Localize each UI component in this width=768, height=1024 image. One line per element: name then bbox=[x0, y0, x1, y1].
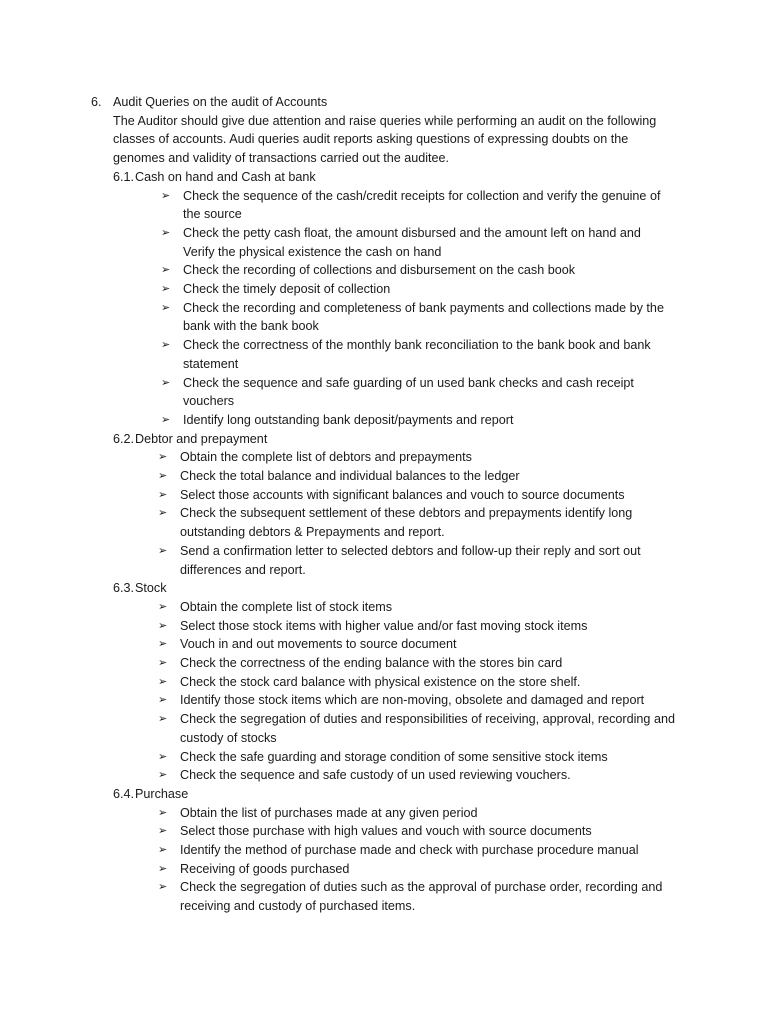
list-item-text: Check the correctness of the monthly bank reconciliation to the bank book and bank bbox=[183, 338, 651, 353]
section-title: Audit Queries on the audit of Accounts bbox=[113, 95, 328, 109]
subsection-number: 6.4. bbox=[113, 786, 135, 801]
bullet-arrow-icon: ➢ bbox=[158, 750, 168, 763]
list-item-text: Check the stock card balance with physical existence on the store shelf. bbox=[180, 674, 581, 689]
bullet-arrow-icon: ➢ bbox=[158, 600, 168, 613]
list-item-text: Check the petty cash float, the amount disbursed and the amount left on hand and bbox=[183, 225, 641, 240]
section-number: 6. bbox=[91, 95, 102, 109]
bullet-arrow-icon: ➢ bbox=[158, 470, 168, 482]
bullet-arrow-icon: ➢ bbox=[158, 657, 168, 669]
subsection-title: Cash on hand and Cash at bank bbox=[135, 169, 316, 184]
bullet-arrow-icon: ➢ bbox=[158, 862, 168, 875]
bullet-arrow-icon: ➢ bbox=[161, 376, 171, 389]
list-item-text: Check the recording and completeness of bank payments and collections made by the bbox=[183, 300, 664, 315]
list-item-text: Check the subsequent settlement of these debtors and prepayments identify long bbox=[180, 506, 633, 521]
subsection-title: Debtor and prepayment bbox=[135, 431, 268, 446]
list-item-text: receiving and custody of purchased items. bbox=[180, 899, 416, 914]
bullet-arrow-icon: ➢ bbox=[161, 283, 171, 295]
list-item-text: Check the sequence and safe guarding of un used bank checks and cash receipt bbox=[183, 375, 634, 390]
list-item-text: outstanding debtors & Prepayments and report. bbox=[180, 525, 445, 540]
list-item-text: vouchers bbox=[183, 394, 235, 409]
list-item-text: Check the correctness of the ending balance with the stores bin card bbox=[180, 656, 563, 670]
bullet-arrow-icon: ➢ bbox=[161, 189, 171, 202]
bullet-arrow-icon: ➢ bbox=[161, 264, 171, 277]
list-item-text: bank with the bank book bbox=[183, 319, 319, 334]
bullet-arrow-icon: ➢ bbox=[158, 825, 168, 838]
list-item-text: Obtain the list of purchases made at any given period bbox=[180, 805, 478, 820]
bullet-arrow-icon: ➢ bbox=[161, 339, 171, 352]
list-item-text: Select those accounts with significant balances and vouch to source documents bbox=[180, 487, 625, 502]
list-item-text: Select those stock items with higher value and/or fast moving stock items bbox=[180, 618, 588, 633]
section-intro-line: genomes and validity of transactions carried out the auditee. bbox=[113, 151, 450, 166]
list-item-text: Receiving of goods purchased bbox=[180, 861, 350, 876]
bullet-arrow-icon: ➢ bbox=[158, 619, 168, 632]
bullet-arrow-icon: ➢ bbox=[158, 844, 168, 856]
list-item-text: Identify those stock items which are non-moving, obsolete and damaged and report bbox=[180, 693, 645, 708]
bullet-arrow-icon: ➢ bbox=[161, 413, 171, 426]
subsection-number: 6.3. bbox=[113, 581, 135, 596]
bullet-arrow-icon: ➢ bbox=[158, 713, 168, 726]
list-item-text: the source bbox=[183, 207, 242, 222]
list-item-text: Check the recording of collections and disbursement on the cash book bbox=[183, 263, 576, 278]
bullet-arrow-icon: ➢ bbox=[158, 769, 168, 782]
bullet-arrow-icon: ➢ bbox=[158, 544, 168, 557]
section-intro-line: The Auditor should give due attention and raise queries while performing an audit on the following bbox=[113, 113, 657, 128]
bullet-arrow-icon: ➢ bbox=[158, 488, 168, 501]
subsection-title: Purchase bbox=[135, 786, 189, 801]
bullet-arrow-icon: ➢ bbox=[158, 881, 168, 894]
list-item-text: Send a confirmation letter to selected debtors and follow-up their reply and sort out bbox=[180, 543, 641, 558]
bullet-arrow-icon: ➢ bbox=[158, 451, 168, 464]
subsection-number: 6.2. bbox=[113, 431, 135, 446]
list-item-text: Check the safe guarding and storage condition of some sensitive stock items bbox=[180, 749, 608, 764]
list-item-text: custody of stocks bbox=[180, 730, 277, 745]
list-item-text: Check the sequence of the cash/credit receipts for collection and verify the genuine of bbox=[183, 188, 661, 203]
bullet-arrow-icon: ➢ bbox=[158, 694, 168, 707]
list-item-text: Obtain the complete list of stock items bbox=[180, 599, 393, 614]
subsection-number: 6.1. bbox=[113, 169, 135, 184]
list-item-text: Identify the method of purchase made and check with purchase procedure manual bbox=[180, 843, 639, 857]
list-item-text: Identify long outstanding bank deposit/payments and report bbox=[183, 412, 514, 427]
subsection-title: Stock bbox=[135, 581, 167, 596]
list-item-text: Obtain the complete list of debtors and prepayments bbox=[180, 450, 472, 465]
list-item-text: Check the timely deposit of collection bbox=[183, 282, 391, 296]
list-item-text: differences and report. bbox=[180, 562, 306, 577]
list-item-text: Vouch in and out movements to source document bbox=[180, 637, 457, 652]
bullet-arrow-icon: ➢ bbox=[158, 507, 168, 520]
section-intro-line: classes of accounts. Audi queries audit reports asking questions of expressing doubts on the bbox=[113, 132, 629, 147]
list-item-text: Verify the physical existence the cash on hand bbox=[183, 244, 442, 259]
list-item-text: statement bbox=[183, 356, 239, 371]
list-item-text: Check the total balance and individual balances to the ledger bbox=[180, 469, 520, 483]
bullet-arrow-icon: ➢ bbox=[158, 638, 168, 651]
bullet-arrow-icon: ➢ bbox=[158, 675, 168, 688]
bullet-arrow-icon: ➢ bbox=[161, 301, 171, 314]
bullet-arrow-icon: ➢ bbox=[158, 806, 168, 819]
bullet-arrow-icon: ➢ bbox=[161, 226, 171, 239]
list-item-text: Check the segregation of duties such as the approval of purchase order, recording and bbox=[180, 880, 663, 895]
list-item-text: Check the segregation of duties and responsibilities of receiving, approval, recording and bbox=[180, 712, 675, 727]
list-item-text: Select those purchase with high values and vouch with source documents bbox=[180, 824, 592, 839]
list-item-text: Check the sequence and safe custody of un used reviewing vouchers. bbox=[180, 768, 571, 783]
